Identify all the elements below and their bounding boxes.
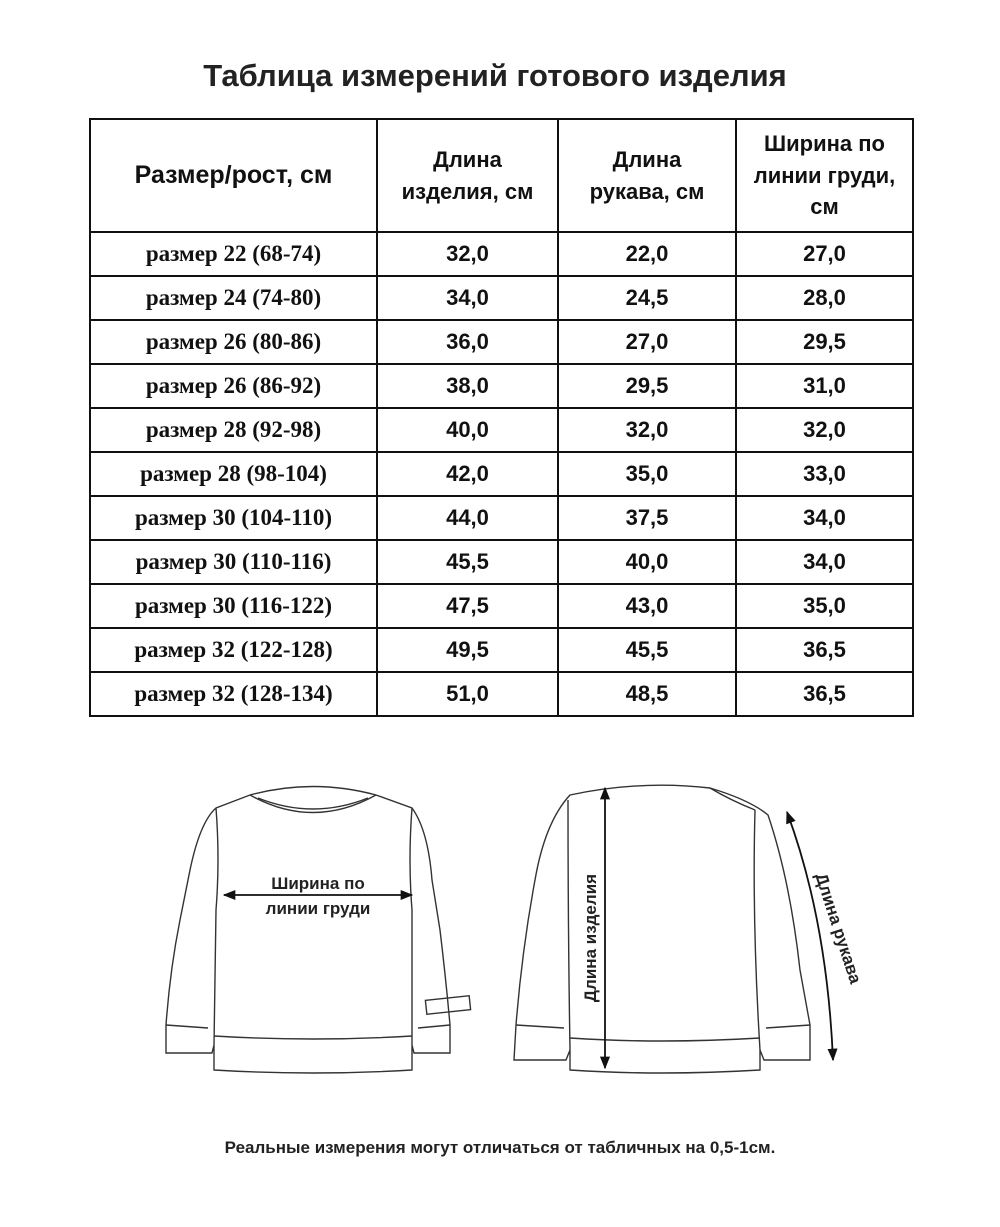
chest-cell: 33,0 (736, 452, 913, 496)
sleeve-cell: 37,5 (558, 496, 736, 540)
length-cell: 45,5 (377, 540, 558, 584)
length-cell: 42,0 (377, 452, 558, 496)
size-cell: размер 26 (80-86) (90, 320, 377, 364)
footnote: Реальные измерения могут отличаться от табличных на 0,5-1см. (224, 1138, 776, 1157)
sleeve-cell: 27,0 (558, 320, 736, 364)
length-cell: 40,0 (377, 408, 558, 452)
chest-cell: 29,5 (736, 320, 913, 364)
sweatshirt-back-drawing (514, 785, 810, 1073)
table-row (90, 540, 913, 584)
table-row (90, 276, 913, 320)
table-row (90, 232, 913, 276)
length-cell: 51,0 (377, 672, 558, 716)
table-row (90, 320, 913, 364)
chest-cell: 32,0 (736, 408, 913, 452)
sleeve-cell: 48,5 (558, 672, 736, 716)
size-cell: размер 22 (68-74) (90, 232, 377, 276)
column-header-size: Размер/рост, см (90, 119, 377, 232)
sleeve-cell: 32,0 (558, 408, 736, 452)
page-title: Таблица измерений готового изделия (203, 58, 787, 93)
length-cell: 49,5 (377, 628, 558, 672)
length-cell: 38,0 (377, 364, 558, 408)
size-cell: размер 30 (116-122) (90, 584, 377, 628)
chest-cell: 34,0 (736, 496, 913, 540)
table-row (90, 628, 913, 672)
sleeve-cell: 22,0 (558, 232, 736, 276)
size-cell: размер 32 (128-134) (90, 672, 377, 716)
size-cell: размер 26 (86-92) (90, 364, 377, 408)
size-table (89, 118, 914, 717)
sleeve-cell: 29,5 (558, 364, 736, 408)
chest-cell: 36,5 (736, 672, 913, 716)
sleeve-cell: 40,0 (558, 540, 736, 584)
size-cell: размер 32 (122-128) (90, 628, 377, 672)
sleeve-length-label: Длина рукава (811, 870, 866, 986)
sleeve-cell: 35,0 (558, 452, 736, 496)
column-header-chest: Ширина по линии груди, см (736, 119, 913, 232)
chest-width-label-line1: Ширина по (271, 874, 365, 893)
column-header-sleeve: Длина рукава, см (558, 119, 736, 232)
size-cell: размер 30 (104-110) (90, 496, 377, 540)
chest-cell: 27,0 (736, 232, 913, 276)
size-cell: размер 24 (74-80) (90, 276, 377, 320)
size-cell: размер 28 (98-104) (90, 452, 377, 496)
chest-cell: 28,0 (736, 276, 913, 320)
length-cell: 36,0 (377, 320, 558, 364)
table-row (90, 496, 913, 540)
chest-cell: 36,5 (736, 628, 913, 672)
table-row (90, 452, 913, 496)
table-row (90, 364, 913, 408)
table-row (90, 408, 913, 452)
column-header-length: Длина изделия, см (377, 119, 558, 232)
product-length-label: Длина изделия (581, 873, 600, 1003)
chest-cell: 31,0 (736, 364, 913, 408)
length-cell: 34,0 (377, 276, 558, 320)
sleeve-cell: 45,5 (558, 628, 736, 672)
length-cell: 32,0 (377, 232, 558, 276)
sleeve-cell: 43,0 (558, 584, 736, 628)
chest-cell: 34,0 (736, 540, 913, 584)
table-header-row (90, 119, 913, 232)
table-row (90, 672, 913, 716)
chest-width-label-line2: линии груди (265, 899, 371, 918)
length-cell: 47,5 (377, 584, 558, 628)
sweatshirt-front-drawing (166, 787, 471, 1074)
table-row (90, 584, 913, 628)
length-cell: 44,0 (377, 496, 558, 540)
sleeve-cell: 24,5 (558, 276, 736, 320)
size-cell: размер 30 (110-116) (90, 540, 377, 584)
garment-diagram (150, 770, 870, 1100)
size-cell: размер 28 (92-98) (90, 408, 377, 452)
chest-cell: 35,0 (736, 584, 913, 628)
